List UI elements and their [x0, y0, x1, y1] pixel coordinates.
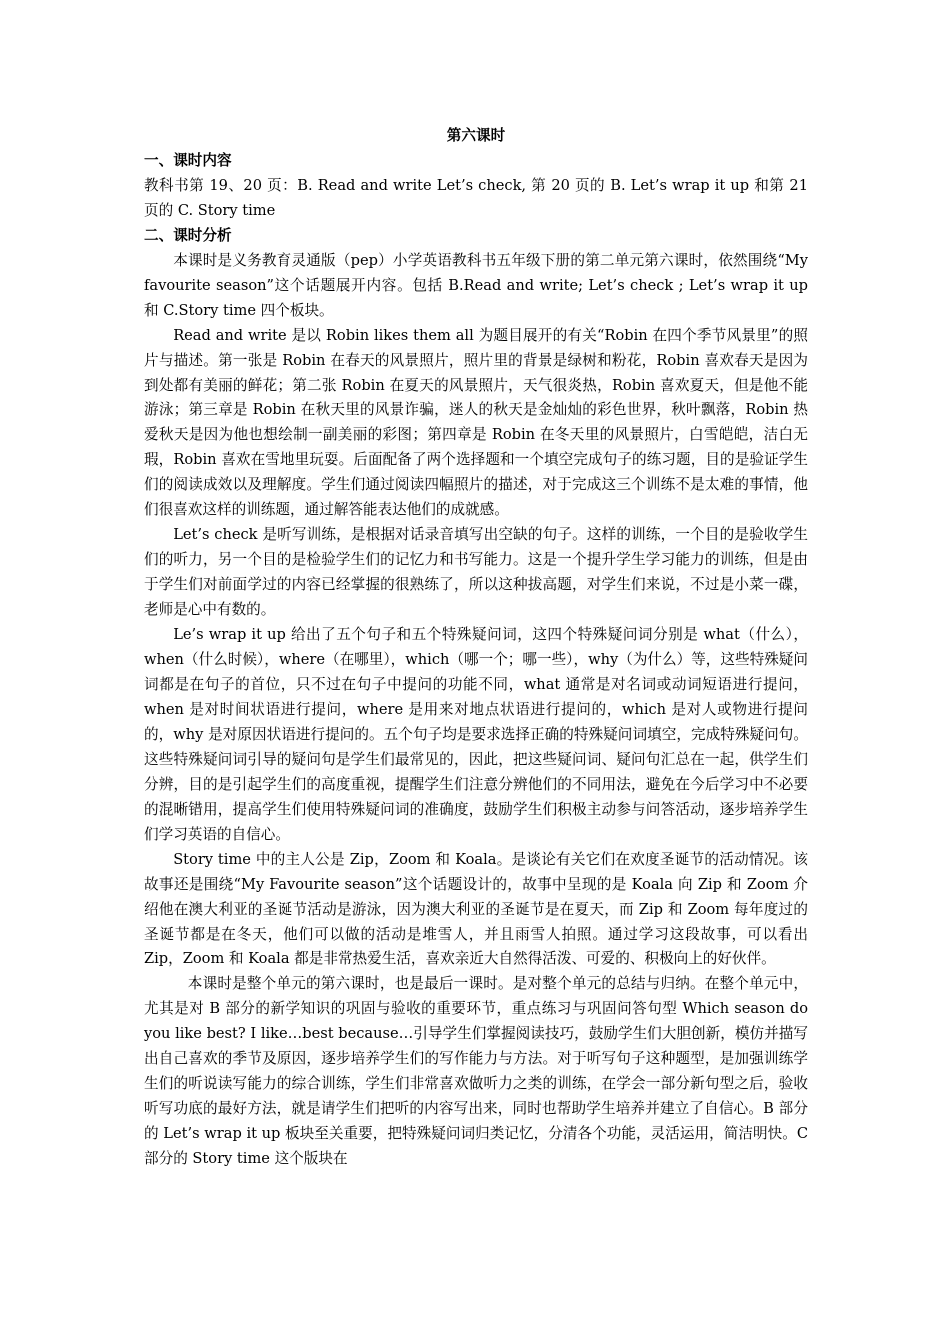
paragraph-lets-check: Let’s check 是听写训练，是根据对话录音填写出空缺的句子。这样的训练，一个目的是验收学生们的听力，另一个目的是检验学生们的记忆力和书写能力。这是一个提升学生学习能力的训练，但是由于学生们对前面学过的内容已经掌握的很熟练了，所以这种拔高题，对学生们来说，不过是小菜一碟，老师是心中有数的。: [144, 526, 808, 619]
section-heading-content: 一、课时内容: [144, 151, 232, 169]
paragraph-summary: 本课时是整个单元的第六课时，也是最后一课时。是对整个单元的总结与归纳。在整个单元中，尤其是对 B 部分的新学知识的巩固与验收的重要环节，重点练习与巩固问答句型 Which season do you like best? I like…best because…引导学生们掌握阅读技巧，鼓励学生们大胆创新，模仿并描写出自己喜欢的季节及原因，逐步培养学生们的写作能力与方法。对于听写句子这种题型，是加强训练学生们的听说读写能力的综合训练，学生们非常喜欢做听力之类的训练，在学会一部分新句型之后，验收听写功底的最好方法，就是请学生们把听的内容写出来，同时也帮助学生培养并建立了自信心。B 部分的 Let’s wrap it up 板块至关重要，把特殊疑问词归类记忆，分清各个功能，灵活运用，简洁明快。C 部分的 Story time 这个版块在: [144, 975, 808, 1168]
paragraph-story-time: Story time 中的主人公是 Zip，Zoom 和 Koala。是谈论有关它们在欢度圣诞节的活动情况。该故事还是围绕“My Favourite season”这个话题设计的，故事中呈现的是 Koala 向 Zip 和 Zoom 介绍他在澳大利亚的圣诞节活动是游泳，因为澳大利亚的圣诞节是在夏天，而 Zip 和 Zoom 每年度过的圣诞节都是在冬天，他们可以做的活动是堆雪人，并且雨雪人拍照。通过学习这段故事，可以看出 Zip，Zoom 和 Koala 都是非常热爱生活，喜欢亲近大自然得活泼、可爱的、积极向上的好伙伴。: [144, 850, 808, 968]
paragraph-wrap-it-up: Le’s wrap it up 给出了五个句子和五个特殊疑问词，这四个特殊疑问词分别是 what（什么），when（什么时候），where（在哪里），which（哪一个；哪一些），why（为什么）等，这些特殊疑问词都是在句子的首位，只不过在句子中提问的功能不同，what 通常是对名词或动词短语进行提问，when 是对时间状语进行提问，where 是用来对地点状语进行提问的，which 是对人或物进行提问的，why 是对原因状语进行提问的。五个句子均是要求选择正确的特殊疑问词填空，完成特殊疑问句。这些特殊疑问词引导的疑问句是学生们最常见的，因此，把这些疑问词、疑问句汇总在一起，供学生们分辨，目的是引起学生们的高度重视，提醒学生们注意分辨他们的不同用法，避免在今后学习中不必要的混晰错用，提高学生们使用特殊疑问词的准确度，鼓励学生们积极主动参与问答活动，逐步培养学生们学习英语的自信心。: [144, 626, 808, 843]
document-body: [144, 124, 808, 1172]
page-title: 第六课时: [446, 127, 506, 144]
section-heading-analysis: 二、课时分析: [144, 226, 232, 244]
paragraph-overview: 本课时是义务教育灵通版（pep）小学英语教科书五年级下册的第二单元第六课时，依然围绕“My favourite season”这个话题展开内容。包括 B.Read and write; Let’s check ; Let’s wrap it up 和 C.Story time 四个板块。: [144, 251, 808, 319]
paragraph-content: 教科书第 19、20 页：B. Read and write Let’s check, 第 20 页的 B. Let’s wrap it up 和第 21 页的 C. Story time: [144, 176, 808, 219]
paragraph-read-and-write: Read and write 是以 Robin likes them all 为题目展开的有关“Robin 在四个季节风景里”的照片与描述。第一张是 Robin 在春天的风景照片，照片里的背景是绿树和粉花，Robin 喜欢春天是因为到处都有美丽的鲜花；第二张 Robin 在夏天的风景照片，天气很炎热，Robin 喜欢夏天，但是他不能游泳；第三章是 Robin 在秋天里的风景诈骗，迷人的秋天是金灿灿的彩色世界，秋叶飘落，Robin 热爱秋天是因为他也想绘制一副美丽的彩图；第四章是 Robin 在冬天里的风景照片，白雪皑皑，洁白无瑕，Robin 喜欢在雪地里玩耍。后面配备了两个选择题和一个填空完成句子的练习题，目的是验证学生们的阅读成效以及理解度。学生们通过阅读四幅照片的描述，对于完成这三个训练不是太难的事情，他们很喜欢这样的训练题，通过解答能表达他们的成就感。: [144, 326, 808, 519]
